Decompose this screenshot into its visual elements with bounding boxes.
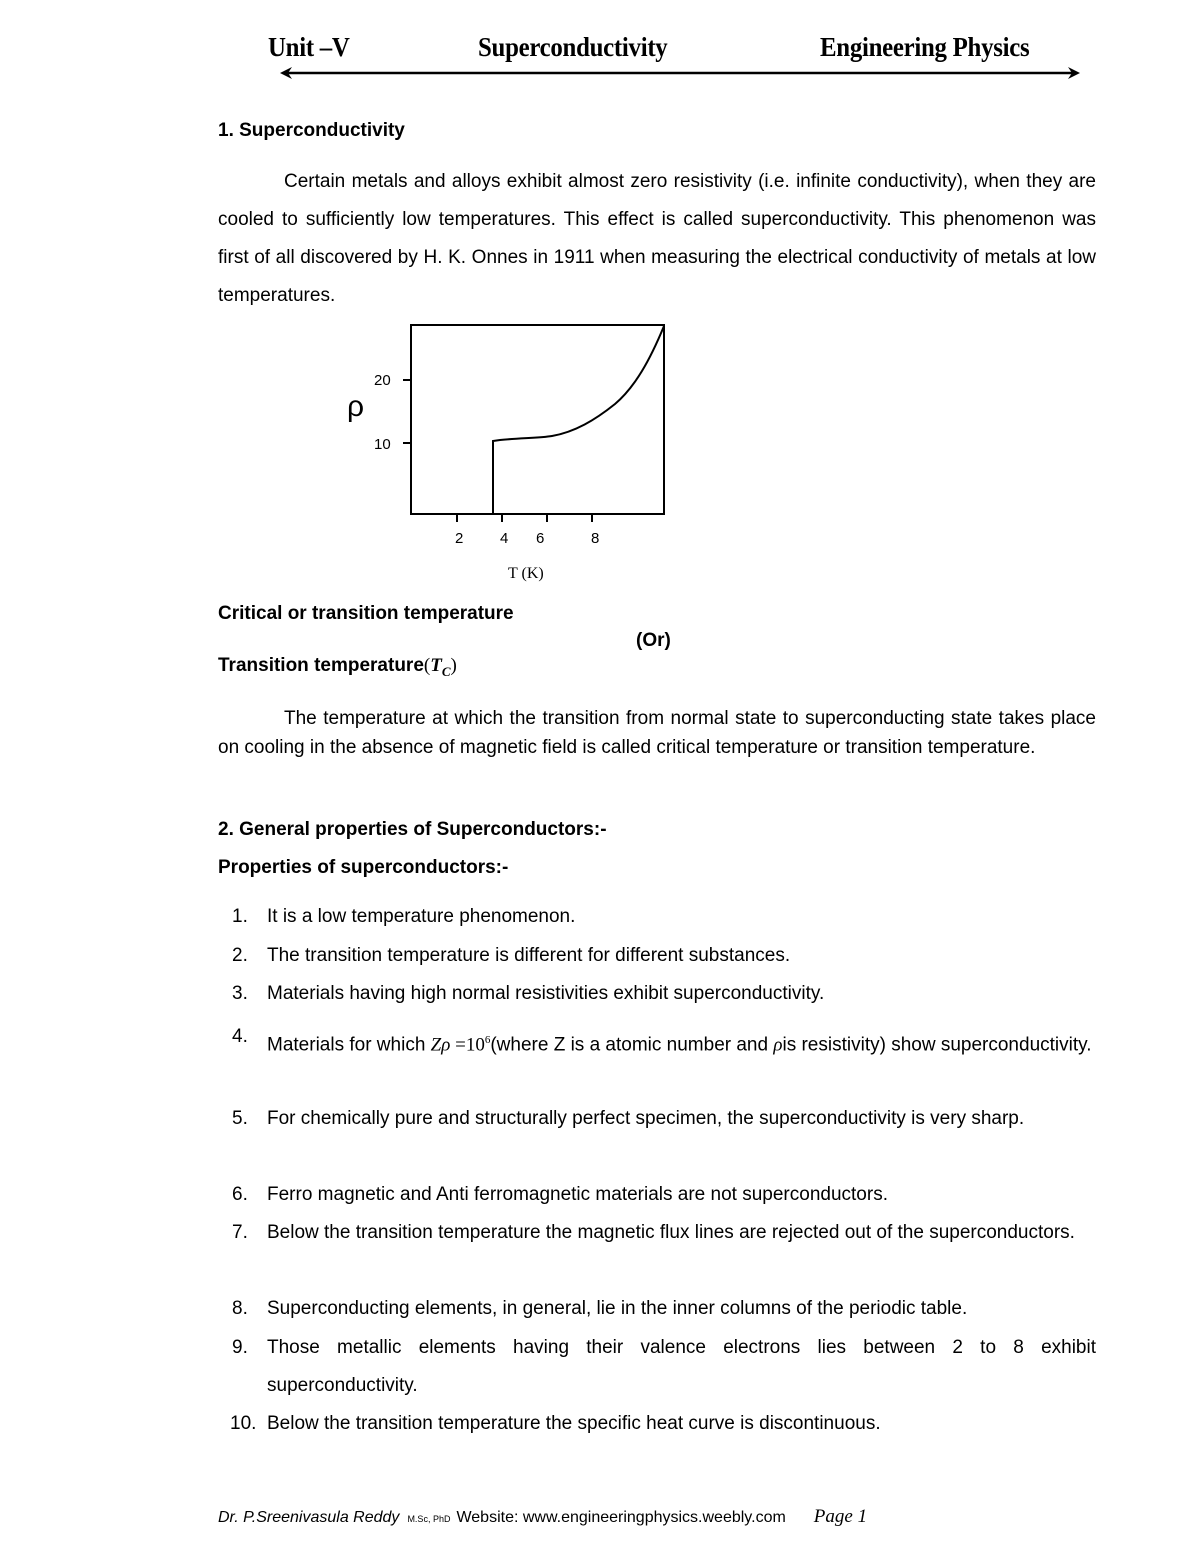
footer-degree: M.Sc, PhD <box>407 1514 451 1524</box>
properties-subheading: Properties of superconductors:- <box>218 857 509 878</box>
footer-author: Dr. P.Sreenivasula Reddy <box>218 1509 400 1526</box>
x-tick-6: 6 <box>536 530 545 547</box>
x-tick-2: 2 <box>455 530 464 547</box>
y-axis-label: ρ <box>347 390 365 423</box>
x-tick-8: 8 <box>591 530 600 547</box>
page-number: Page 1 <box>813 1506 868 1527</box>
critical-temperature-heading: Critical or transition temperature <box>218 603 514 624</box>
y-tick-20: 20 <box>374 372 391 389</box>
or-label: (Or) <box>636 630 671 651</box>
header-subject: Engineering Physics <box>820 32 1030 62</box>
tc-symbol: T <box>430 655 442 676</box>
critical-temperature-paragraph: The temperature at which the transition from normal state to superconducting state takes place on cooling in the absence of magnetic field is called critical temperature or transition temperature. <box>218 708 1096 758</box>
y-tick-10: 10 <box>374 436 391 453</box>
section-1-paragraph: Certain metals and alloys exhibit almost zero resistivity (i.e. infinite conductivity), when they are cooled to sufficiently low temperatures. This effect is called superconductivity. This phenomenon was first of all discovered by H. K. Onnes in 1911 when measuring the electrical conductivity of metals at low temperatures. <box>218 171 1096 306</box>
resistivity-temperature-chart <box>0 0 1200 600</box>
header-topic: Superconductivity <box>478 32 668 62</box>
section-1-heading: 1. Superconductivity <box>218 120 405 141</box>
header-unit: Unit –V <box>268 32 350 62</box>
transition-temperature-heading: Transition $temperature(T_C)$ <box>218 655 457 679</box>
x-tick-4: 4 <box>500 530 509 547</box>
x-axis-label: T (K) <box>508 565 544 582</box>
page-footer <box>218 1506 867 1528</box>
section-2-heading: 2. General properties of Superconductors:- <box>218 819 607 840</box>
equation-z-rho: Zρ <box>430 1034 451 1056</box>
footer-website: Website: www.engineeringphysics.weebly.com <box>456 1509 786 1526</box>
